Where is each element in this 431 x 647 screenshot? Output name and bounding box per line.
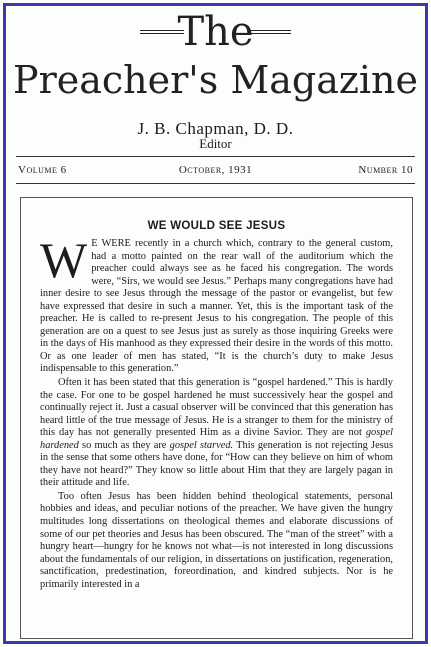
paragraph-2-emphasis-1: gospel hardened — [40, 427, 393, 451]
paragraph-2-text-b: so much as they are — [78, 439, 170, 451]
paragraph-2-emphasis-2: gospel starved. — [169, 439, 234, 451]
article-box — [20, 197, 413, 639]
article-title: WE WOULD SEE JESUS — [147, 220, 286, 232]
article-body — [40, 232, 393, 592]
magazine-page — [3, 3, 428, 644]
paragraph-1-lead: E WERE — [91, 238, 131, 249]
issue-volume: Volume 6 — [18, 164, 67, 176]
issue-bar — [16, 156, 415, 184]
editor-role: Editor — [199, 136, 232, 151]
magazine-title: Preacher's Magazine — [13, 58, 418, 102]
paragraph-3: Too often Jesus has been hidden behind theological statements, personal hobbies and ideas, and peculiar notions of the preacher. We have given the hungry multitudes long dissertations on theological themes and elaborate discussions of some of our pet theories and Jesus has been obscured. The “man of the street” with a hungry heart—hungry for he knows not what—is not interested in long discussions about the fundamentals of our religion, in dissertations on justification, regeneration, sanctification, predestination, foreordination, and kindred subjects. Nor is he primarily interested in a — [40, 490, 393, 590]
paragraph-2-text-c: This generation is not rejecting Jesus in the sense that some others have done, for “How can they believe on him of whom they have not heard?” They know so little about Him that they are largely pagan in their attitude and life. — [40, 439, 393, 489]
editor-name: J. B. Chapman, D. D. — [137, 119, 294, 138]
paragraph-2 — [40, 377, 393, 490]
magazine-title-the: The — [177, 9, 254, 55]
drop-cap: W — [40, 232, 88, 288]
issue-date: October, 1931 — [178, 164, 253, 176]
paragraph-1-text: recently in a church which, contrary to the general custom, had a motto painted on the rear wall of the auditorium which the preacher could always see as he faced his congregation. The words were, “Sirs, we would see Jesus.” Perhaps many congregations have had inner desire to see Jesus through the message of the pastor or evangelist, but few have expressed that desire in such a manner. Yet, this is the important task of the preacher. He is called to re-present Jesus to his congregation. The people of this generation are on a quest to see Jesus just as surely as those inquiring Greeks were in the days of His manhood as they expressed their desire in the words of this motto. Or as one leader of men has stated, “It is the church’s duty to make Jesus indispensable to this generation.” — [40, 238, 393, 375]
masthead — [6, 6, 425, 156]
paragraph-1 — [40, 232, 393, 376]
issue-number: Number 10 — [358, 164, 413, 176]
paragraph-2-text-a: Often it has been stated that this generation is “gospel hardened.” This is hardly the case. For one to be gospel hardened he must successively hear the gospel and continually reject it. Just a casual observer will be convinced that this generation has heard little of the true message of Jesus. He is a stranger to them for the ministry of this day has not generally presented Him as a divine Savior. They are not — [40, 377, 393, 439]
